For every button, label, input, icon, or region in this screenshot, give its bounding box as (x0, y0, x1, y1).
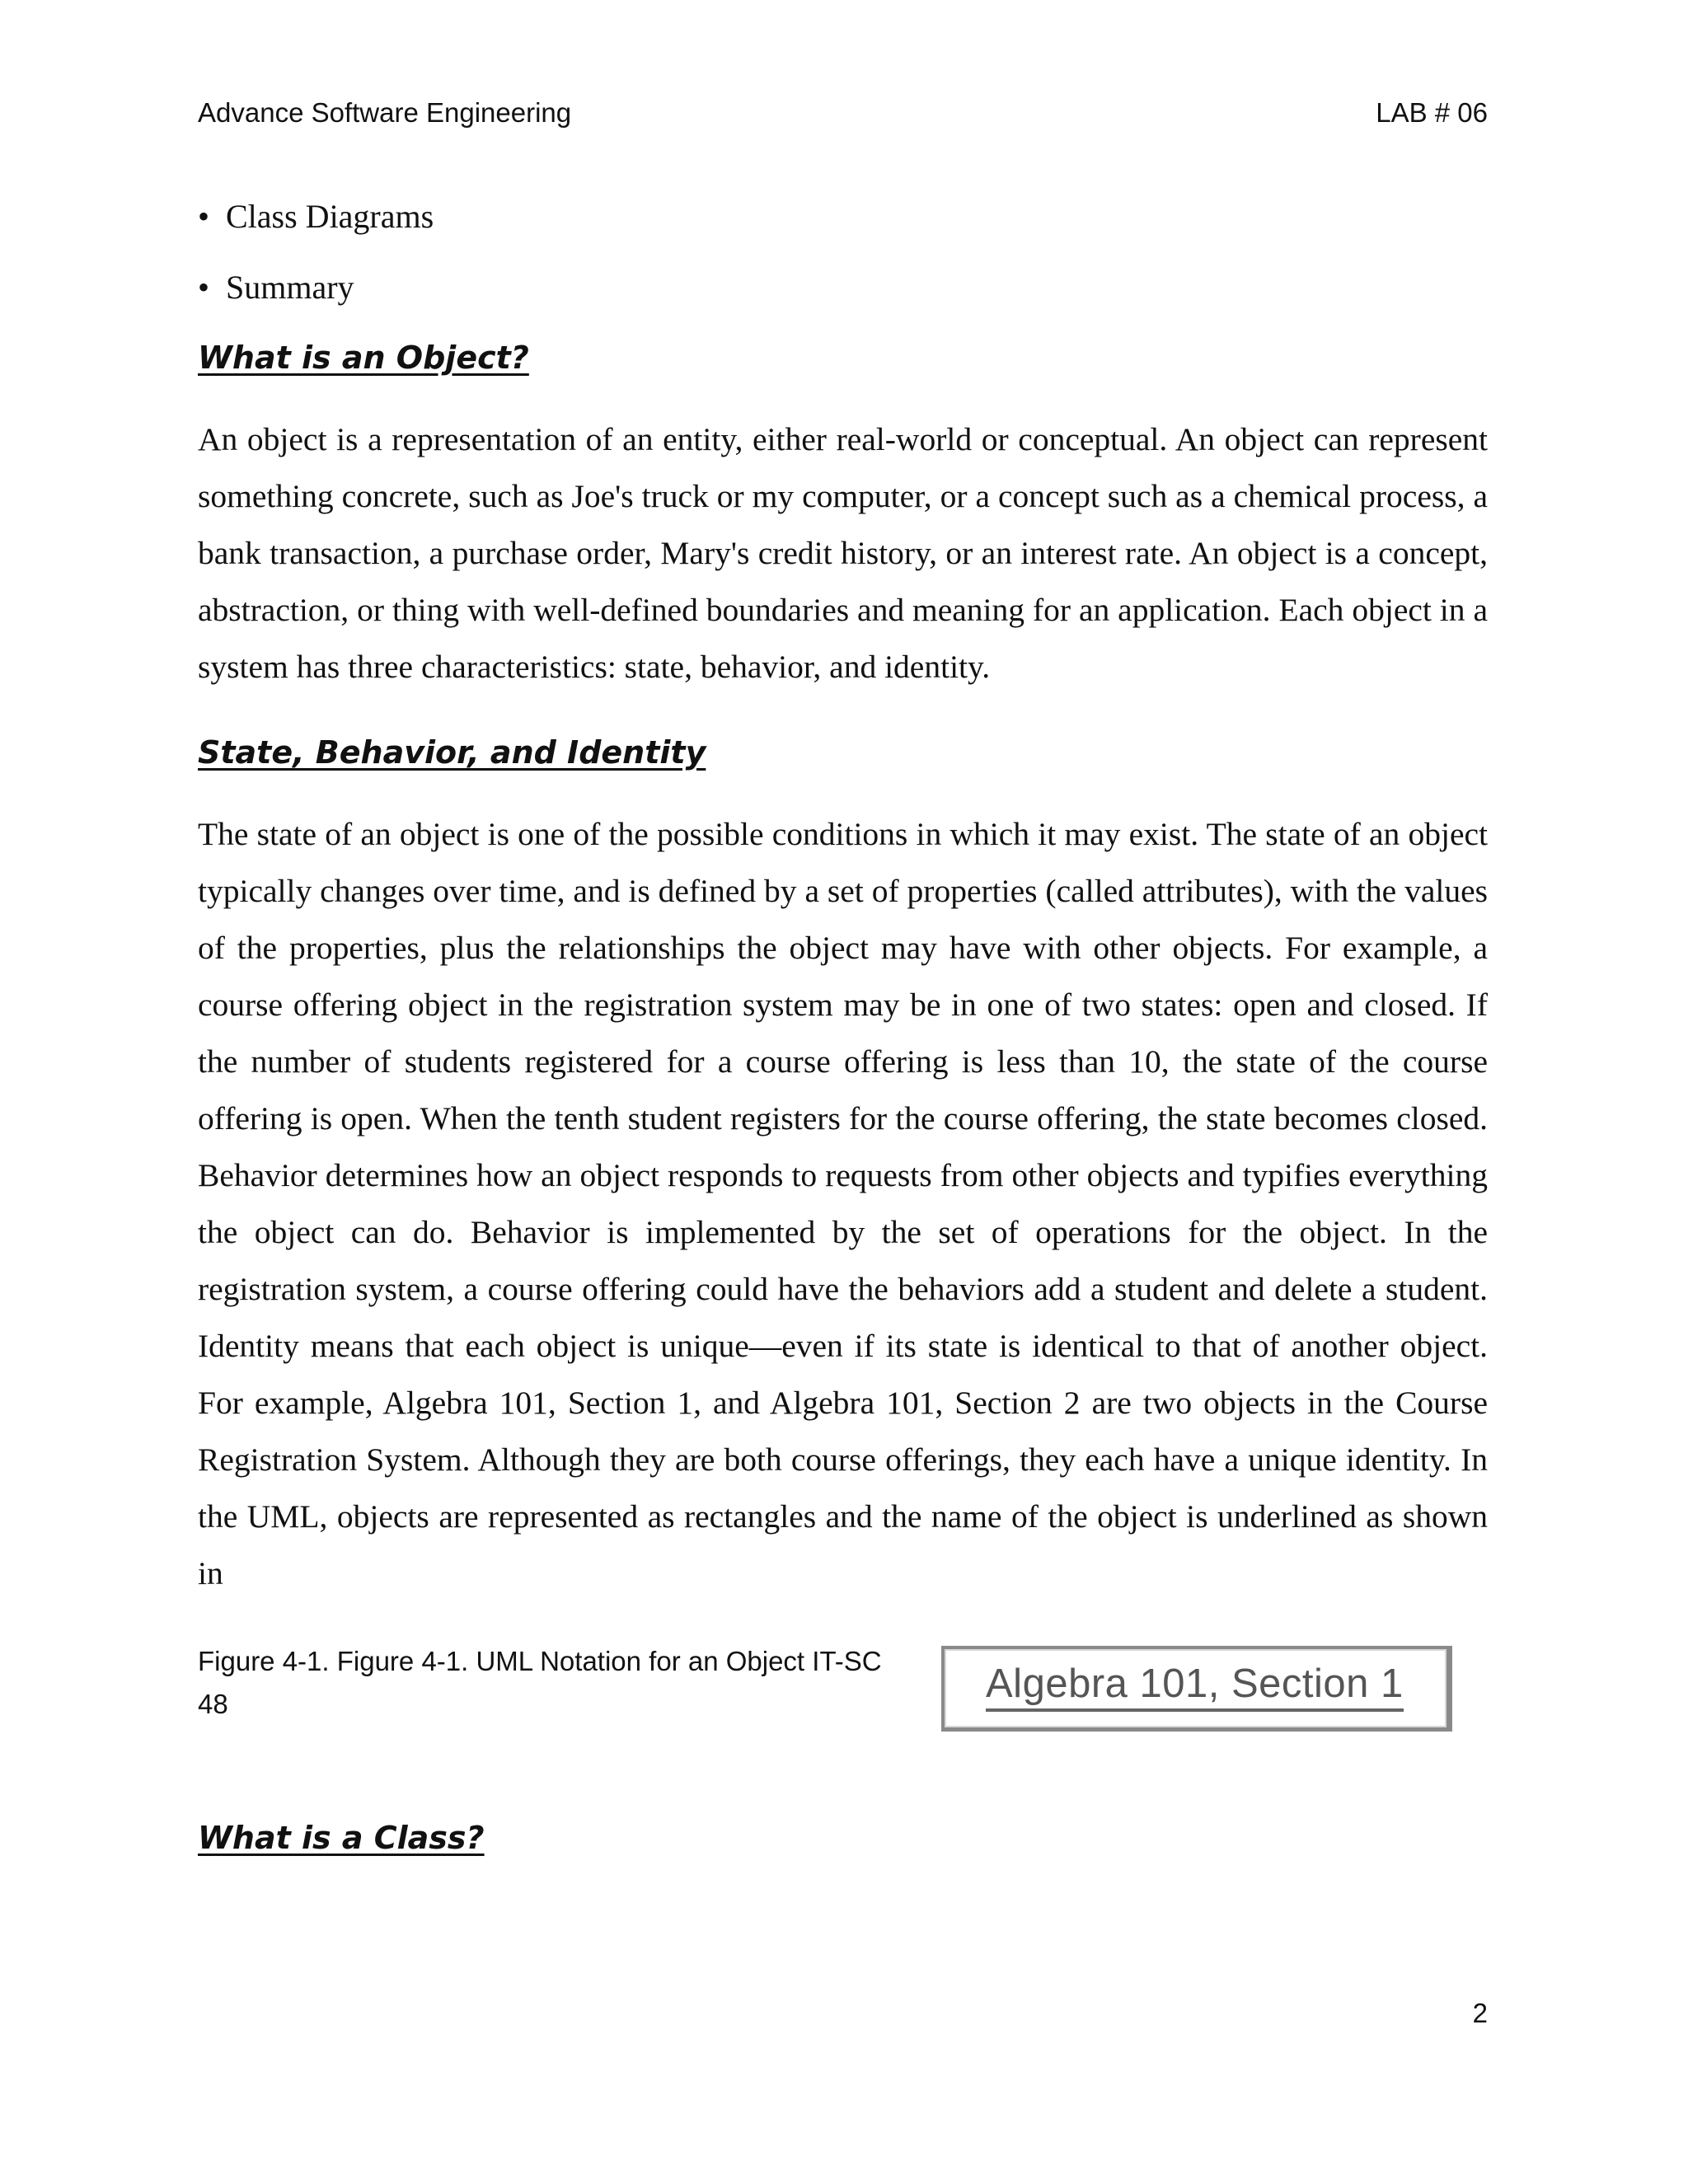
heading-what-is-an-object: What is an Object? (198, 340, 529, 376)
bullet-icon: • (198, 269, 210, 306)
paragraph-object: An object is a representation of an entity, either real-world or conceptual. An object can represent something concrete, such as Joe's truck or my computer, or a concept such as a chemical process, a bank transaction, a purchase order, Mary's credit history, or an interest rate. An object is a concept, abstraction, or thing with well-defined boundaries and meaning for an application. Each object in a system has three characteristics: state, behavior, and identity. (198, 421, 1488, 685)
list-item-text: Summary (226, 269, 354, 306)
page-header (198, 97, 1488, 138)
heading-state-behavior-identity: State, Behavior, and Identity (198, 734, 706, 771)
list-item (198, 267, 1488, 338)
uml-object-diagram (941, 1646, 1452, 1732)
paragraph-state: The state of an object is one of the possible conditions in which it may exist. The state of an object typically changes over time, and is defined by a set of properties (called attributes), with the values of the properties, plus the relationships the object may have with other objects. For example, a course offering object in the registration system may be in one of two states: open and closed. If the number of students registered for a course offering is less than 10, the state of the course offering is open. When the tenth student registers for the course offering, the state becomes closed. Behavior determines how an object responds to requests from other objects and typifies everything the object can do. Behavior is implemented by the set of operations for the object. In the registration system, a course offering could have the behaviors add a student and delete a student. Identity means that each object is unique—even if its state is identical to that of another object. For example, Algebra 101, Section 1, and Algebra 101, Section 2 are two objects in the Course Registration System. Although they are both course offerings, they each have a unique identity. In the UML, objects are represented as rectangles and the name of the object is underlined as shown in (198, 816, 1488, 1591)
bullet-icon: • (198, 198, 210, 235)
list-item-text: Class Diagrams (226, 198, 434, 235)
heading-what-is-a-class: What is a Class? (198, 1820, 485, 1856)
uml-object-name: Algebra 101, Section 1 (986, 1661, 1404, 1712)
page-number: 2 (1472, 1998, 1488, 2028)
header-course-title: Advance Software Engineering (198, 97, 572, 128)
header-lab-number: LAB # 06 (1376, 97, 1488, 128)
list-item (198, 196, 1488, 267)
figure-caption: Figure 4-1. Figure 4-1. UML Notation for an Object IT-SC 48 (198, 1646, 882, 1719)
bullet-list (198, 196, 1488, 338)
